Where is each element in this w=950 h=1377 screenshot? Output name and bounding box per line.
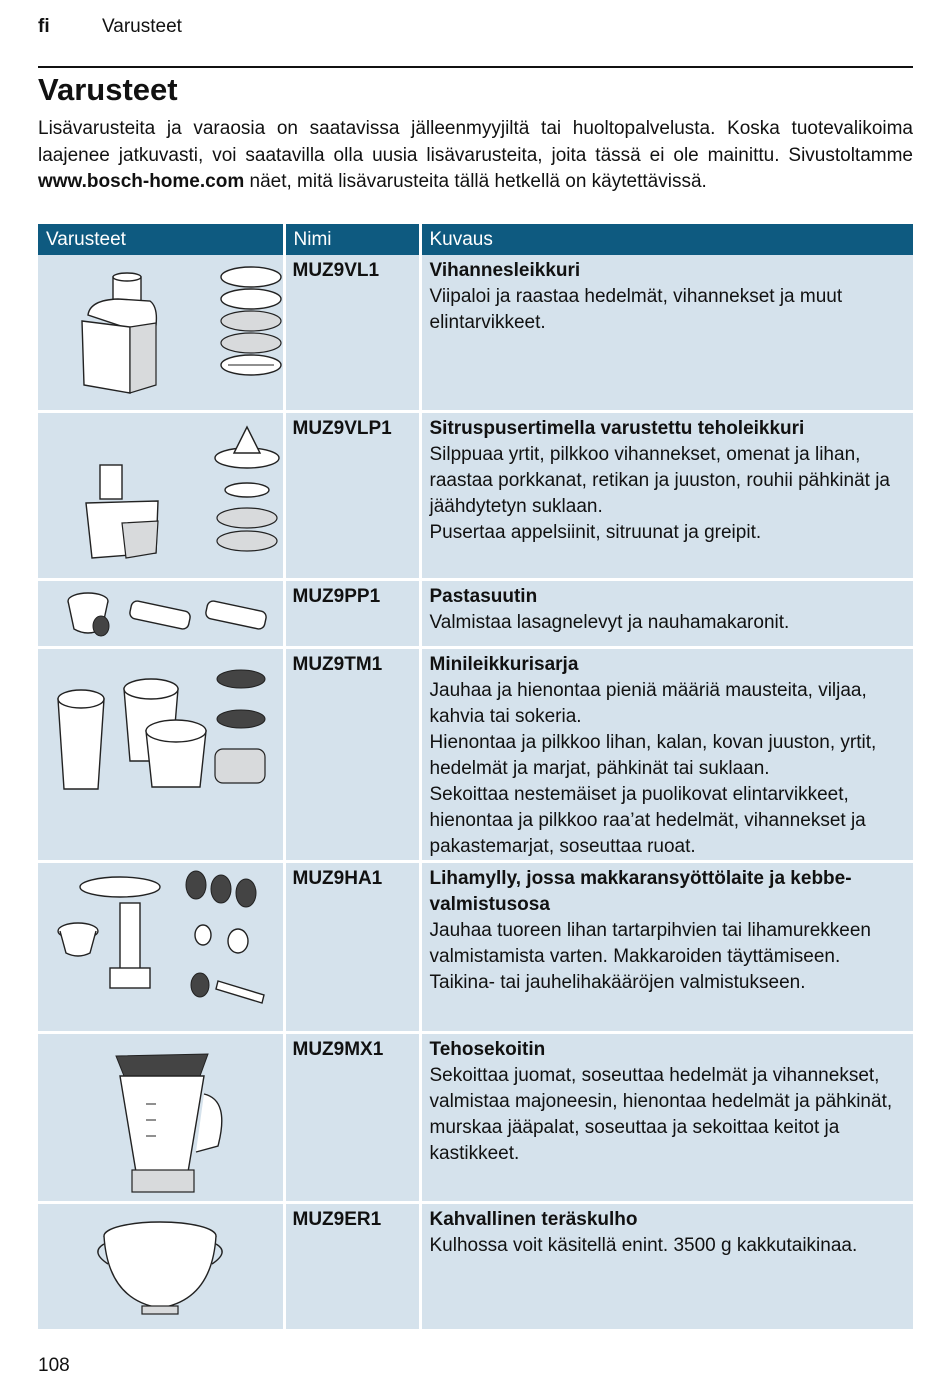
accessory-image-cell	[38, 647, 284, 861]
product-title: Tehosekoitin	[429, 1038, 546, 1060]
product-code: MUZ9VLP1	[284, 411, 420, 579]
meat-grinder-icon	[38, 863, 284, 1031]
product-description	[420, 579, 913, 647]
column-header-accessory: Varusteet	[38, 224, 284, 255]
section-name: Varusteet	[102, 16, 182, 37]
accessories-table	[38, 224, 913, 1332]
product-title: Sitruspusertimella varustettu teholeikkuri	[429, 417, 805, 439]
table-row	[38, 1202, 913, 1330]
running-header	[38, 16, 182, 38]
vegetable-slicer-icon	[38, 255, 284, 408]
description-line: Silppuaa yrtit, pilkkoo vihannekset, omenat ja lihan, raastaa porkkanat, retikan ja juuston, rouhii pähkinät ja jäähdytetyn suklaan.	[429, 443, 890, 517]
pasta-nozzle-icon	[38, 581, 284, 646]
product-description	[420, 411, 913, 579]
column-header-name: Nimi	[284, 224, 420, 255]
product-description	[420, 1032, 913, 1202]
accessory-image-cell	[38, 861, 284, 1032]
page-number: 108	[38, 1355, 70, 1376]
accessory-image-cell	[38, 411, 284, 579]
product-title: Vihannesleikkuri	[429, 260, 581, 281]
stainless-bowl-icon	[38, 1204, 284, 1329]
accessory-image-cell	[38, 1032, 284, 1202]
accessory-image-cell	[38, 255, 284, 411]
mini-chopper-set-icon	[38, 649, 284, 859]
product-code: MUZ9HA1	[284, 861, 420, 1032]
description-line: Hienontaa ja pilkkoo lihan, kalan, kovan juuston, yrtit, hedelmät ja marjat, pähkinät tai suklaan.	[429, 731, 877, 779]
description-line: Pusertaa appelsiinit, sitruunat ja greipit.	[429, 521, 762, 543]
table-header-row	[38, 224, 913, 255]
page-title: Varusteet	[38, 72, 178, 107]
citrus-press-cutter-icon	[38, 413, 284, 578]
product-code: MUZ9TM1	[284, 647, 420, 861]
header-rule	[38, 66, 913, 68]
intro-text: Lisävarusteita ja varaosia on saatavissa jälleenmyyjiltä tai huoltopalvelusta. Koska tuotevalikoima laajenee jatkuvasti, voi saatavilla olla uusia lisävarusteita, joita tässä ei ole mainittu. Sivustoltamme	[38, 118, 913, 166]
intro-text-end: näet, mitä lisävarusteita tällä hetkellä on käytettävissä.	[244, 171, 707, 192]
table-row	[38, 255, 913, 411]
description-line: Valmistaa lasagnelevyt ja nauhamakaronit.	[429, 611, 790, 633]
description-line: Sekoittaa juomat, soseuttaa hedelmät ja vihannekset, valmistaa majoneesin, hienontaa hedelmät ja pähkinät, murskaa jääpalat, soseuttaa ja sekoittaa keitot ja kastikkeet.	[429, 1064, 893, 1164]
blender-icon	[38, 1034, 284, 1201]
description-line: Jauhaa ja hienontaa pieniä määriä mausteita, viljaa, kahvia tai sokeria.	[429, 679, 867, 727]
product-description	[420, 861, 913, 1032]
product-title: Minileikkurisarja	[429, 653, 579, 675]
website-link[interactable]: www.bosch-home.com	[38, 171, 245, 192]
product-code: MUZ9VL1	[284, 255, 420, 411]
product-description	[420, 1202, 913, 1330]
table-row	[38, 579, 913, 647]
accessory-image-cell	[38, 579, 284, 647]
table-row	[38, 861, 913, 1032]
accessory-image-cell	[38, 1202, 284, 1330]
description-line: Jauhaa tuoreen lihan tartarpihvien tai lihamurekkeen valmistamista varten. Makkaroiden täyttämiseen. Taikina- tai jauhelihakääröjen valmistukseen.	[429, 919, 871, 993]
product-code: MUZ9ER1	[284, 1202, 420, 1330]
product-description	[420, 647, 913, 861]
language-code: fi	[38, 16, 50, 37]
product-title: Kahvallinen teräskulho	[429, 1208, 638, 1230]
product-title: Pastasuutin	[429, 585, 538, 607]
table-row	[38, 647, 913, 861]
product-description	[420, 255, 913, 411]
product-code: MUZ9PP1	[284, 579, 420, 647]
description-line: Viipaloi ja raastaa hedelmät, vihannekset ja muut elintarvikkeet.	[429, 286, 843, 333]
product-code: MUZ9MX1	[284, 1032, 420, 1202]
description-line: Sekoittaa nestemäiset ja puolikovat elintarvikkeet, hienontaa ja pilkkoo raa’at hedelmät, vihannekset ja pakastemarjat, soseuttaa ruoat.	[429, 783, 866, 857]
table-row	[38, 1032, 913, 1202]
product-title: Lihamylly, jossa makkaransyöttölaite ja kebbe-valmistusosa	[429, 867, 852, 915]
column-header-description: Kuvaus	[420, 224, 913, 255]
table-row	[38, 411, 913, 579]
intro-paragraph	[38, 116, 913, 196]
description-line: Kulhossa voit käsitellä enint. 3500 g kakkutaikinaa.	[429, 1234, 858, 1256]
